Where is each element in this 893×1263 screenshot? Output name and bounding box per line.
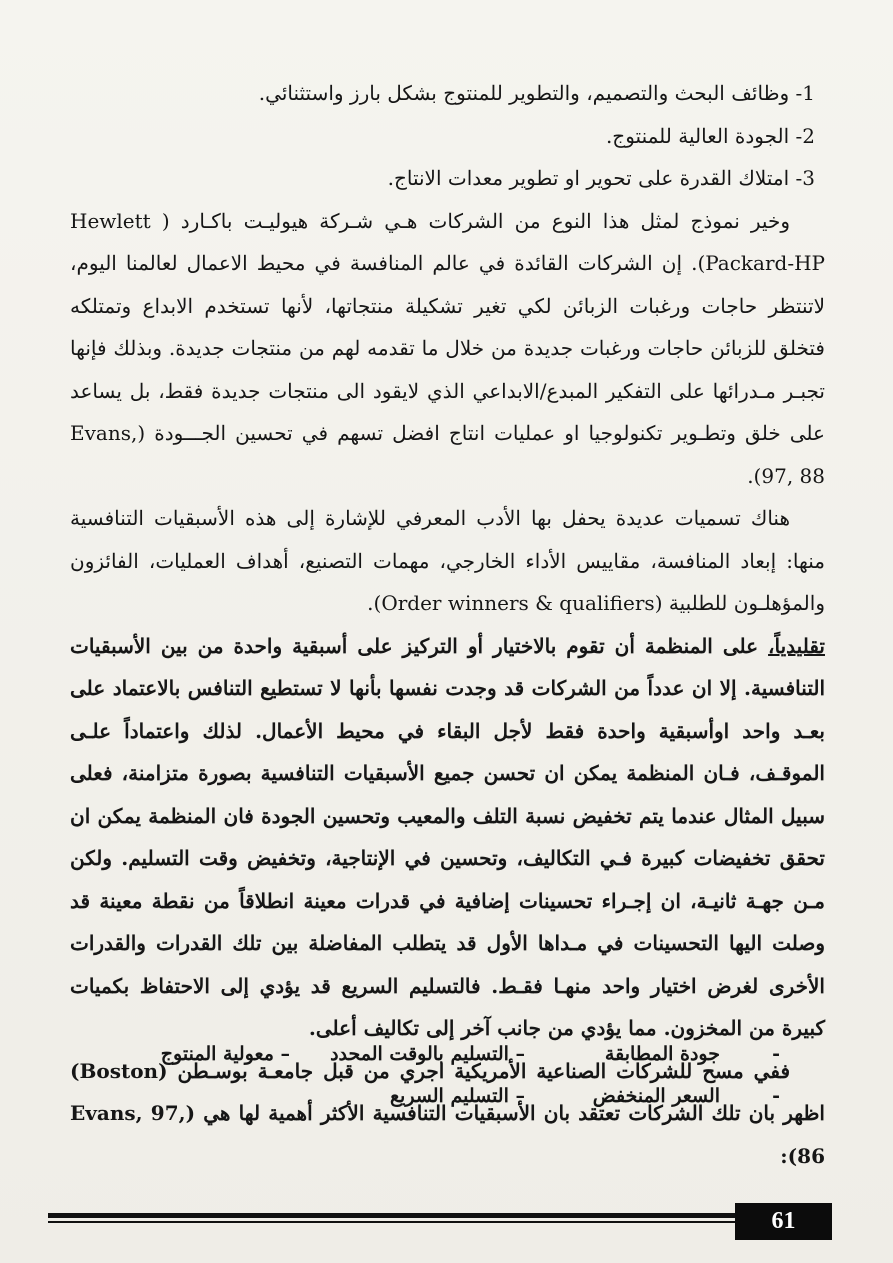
paragraph-terminology: هناك تسميات عديدة يحفل بها الأدب المعرفي للإشارة إلى هذه الأسبقيات التنافسية منها: إبعاد المنافسة، مقاييس الأداء الخارجي، مهمات التصنيع، أهداف العمليات، الفائزون والمؤهلـون للطلبية (Order winners & qualifiers). <box>70 506 825 615</box>
priority-low-price: السعر المنخفض <box>592 1085 720 1107</box>
list-item-2: 2- الجودة العالية للمنتوج. <box>605 123 815 148</box>
priority-on-time-delivery: – التسليم بالوقت المحدد <box>330 1043 525 1065</box>
footer-rule-thin <box>48 1221 738 1223</box>
priorities-list <box>70 1043 825 1127</box>
priority-product-reliability: – معولية المنتوج <box>160 1043 290 1065</box>
page-number: 61 <box>735 1203 832 1240</box>
priority-conformance-quality: جودة المطابقة <box>604 1043 720 1065</box>
traditionally-text: على المنظمة أن تقوم بالاختيار أو التركيز على أسبقية واحدة من بين الأسبقيات التنافسية. إلا ان عدداً من الشركات قد وجدت نفسها بأنها لا تستطيع التنافس بالاعتماد على بعـد واحد اوأسبقية واحدة فقط لأجل البقاء في محيط الأعمال. لذلك واعتماداً علـى الموقـف، فـان المنظمة يمكن ان تحسن جميع الأسبقيات التنافسية بصورة متزامنة، فعلى سبيل المثال عندما يتم تخفيض نسبة التلف والمعيب وتحسين الجودة فان المنظمة يمكن ان تحقق تخفيضات كبيرة فـي التكاليف، وتحسين في الإنتاجية، وتخفيض وقت التسليم. ولكن مـن جهـة ثانيـة، ان إجـراء تحسينات إضافية في قدرات معينة انطلاقاً من نقطة معينة قد وصلت اليها التحسينات في مـداها الأول قد يتطلب المفاضلة بين تلك القدرات والقدرات الأخرى لغرض اختيار واحد منهـا فقـط. فالتسليم السريع قد يؤدي إلى الاحتفاظ بكميات كبيرة من المخزون. مما يؤدي من جانب آخر إلى تكاليف أعلى. <box>70 633 825 1040</box>
priority-fast-delivery: – التسليم السريع <box>389 1085 525 1107</box>
paragraph-hewlett-packard: وخير نموذج لمثل هذا النوع من الشركات هـي شـركة هيوليـت باكـارد ( Hewlett Packard-HP). إن الشركات القائدة في عالم المنافسة في محيط الاعمال لعالمنا اليوم، لاتنتظر حاجات ورغبات الزبائن لكي تغير تشكيلة منتجاتها، لأنها تستخدم الابداع وتمتلكه فتخلق للزبائن حاجات ورغبات جديدة من خلال ما تقدمه لهم من منتجات جديدة. وبذلك فإنها تجبـر مـدرائها على التفكير المبدع/الابداعي الذي لايقود الى منتجات جديدة فقط، بل يساعد على خلق وتطـوير تكنولوجيا او عمليات انتاج افضل تسهم في تحسين الجـــودة (Evans, 97, 88). <box>70 208 825 488</box>
bullet-dash: - <box>772 1085 780 1107</box>
traditionally-lead: تقليدياً، <box>768 633 825 658</box>
list-item-1: 1- وظائف البحث والتصميم، والتطوير للمنتوج بشكل بارز واستثنائي. <box>258 81 815 105</box>
page-body <box>70 72 825 1177</box>
paragraph-boston-survey: ففي مسح للشركات الصناعية الأمريكية اجري من قبل جامعـة بوسـطن (Boston) اظهر بان تلك الشركات تعتقد بان الأسبقيات التنافسية الأكثر أهمية لها هي (Evans, 97, 86): <box>70 1058 825 1168</box>
list-item-3: 3- امتلاك القدرة على تحوير او تطوير معدات الانتاج. <box>387 166 815 190</box>
bullet-dash: - <box>772 1043 780 1065</box>
paragraph-traditionally <box>70 625 825 1050</box>
priorities-row-2 <box>70 1085 825 1127</box>
priorities-row-1 <box>70 1043 825 1085</box>
footer-rule <box>48 1213 738 1218</box>
